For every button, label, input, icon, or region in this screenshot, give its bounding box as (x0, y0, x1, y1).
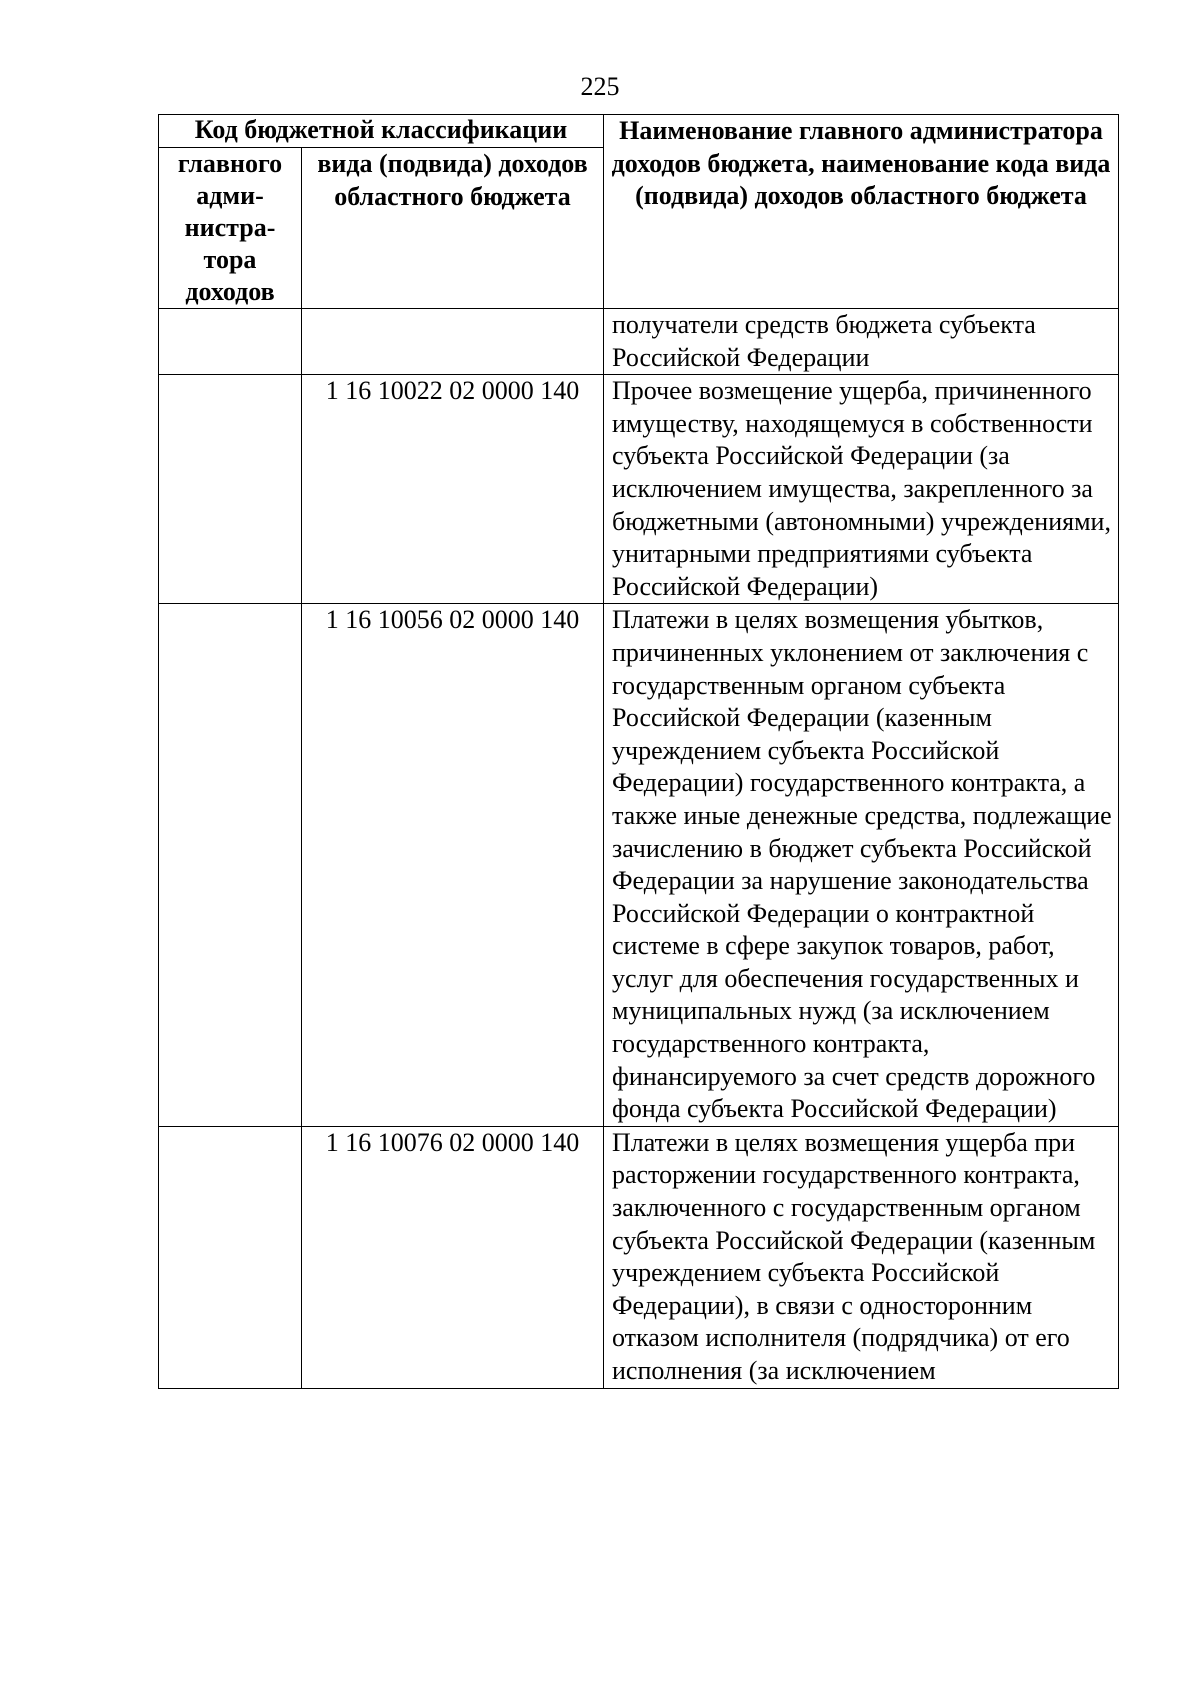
income-name-cell: Платежи в целях возмещения убытков, причиненных уклонением от заключения с государственным органом субъекта Российской Федерации (казенным учреждением субъекта Российской Федерации) государственного контракта, а также иные денежные средства, подлежащие зачислению в бюджет субъекта Российской Федерации за нарушение законодательства Российской Федерации о контрактной системе в сфере закупок товаров, работ, услуг для обеспечения государственных и муниципальных нужд (за исключением государственного контракта, финансируемого за счет средств дорожного фонда субъекта Российской Федерации) (604, 604, 1119, 1127)
page-number: 225 (580, 72, 620, 101)
table-row (159, 375, 1119, 604)
header-name-column: Наименование главного администратора доходов бюджета, наименование кода вида (подвида) доходов областного бюджета (604, 115, 1119, 309)
income-name-cell: Платежи в целях возмещения ущерба при расторжении государственного контракта, заключенного с государственным органом субъекта Российской Федерации (казенным учреждением субъекта Российской Федерации), в связи с односторонним отказом исполнителя (подрядчика) от его исполнения (за исключением (604, 1126, 1119, 1388)
admin-code-cell (159, 604, 302, 1127)
income-code-cell: 1 16 10056 02 0000 140 (302, 604, 604, 1127)
income-name-cell: получатели средств бюджета субъекта Российской Федерации (604, 309, 1119, 375)
admin-code-cell (159, 309, 302, 375)
table-row (159, 604, 1119, 1127)
table-row (159, 1126, 1119, 1388)
income-code-cell: 1 16 10076 02 0000 140 (302, 1126, 604, 1388)
header-code-column: вида (подвида) доходов областного бюджета (302, 148, 604, 309)
income-code-cell (302, 309, 604, 375)
admin-code-cell (159, 1126, 302, 1388)
budget-classification-table (158, 114, 1119, 1389)
income-code-cell: 1 16 10022 02 0000 140 (302, 375, 604, 604)
admin-code-cell (159, 375, 302, 604)
table-row (159, 309, 1119, 375)
header-admin-column: главного адми-нистра-тора доходов (159, 148, 302, 309)
income-name-cell: Прочее возмещение ущерба, причиненного имуществу, находящемуся в собственности субъекта Российской Федерации (за исключением имущества, закрепленного за бюджетными (автономными) учреждениями, унитарными предприятиями субъекта Российской Федерации) (604, 375, 1119, 604)
header-budget-classification-code: Код бюджетной классификации (159, 115, 604, 148)
header-row-group (159, 115, 1119, 148)
